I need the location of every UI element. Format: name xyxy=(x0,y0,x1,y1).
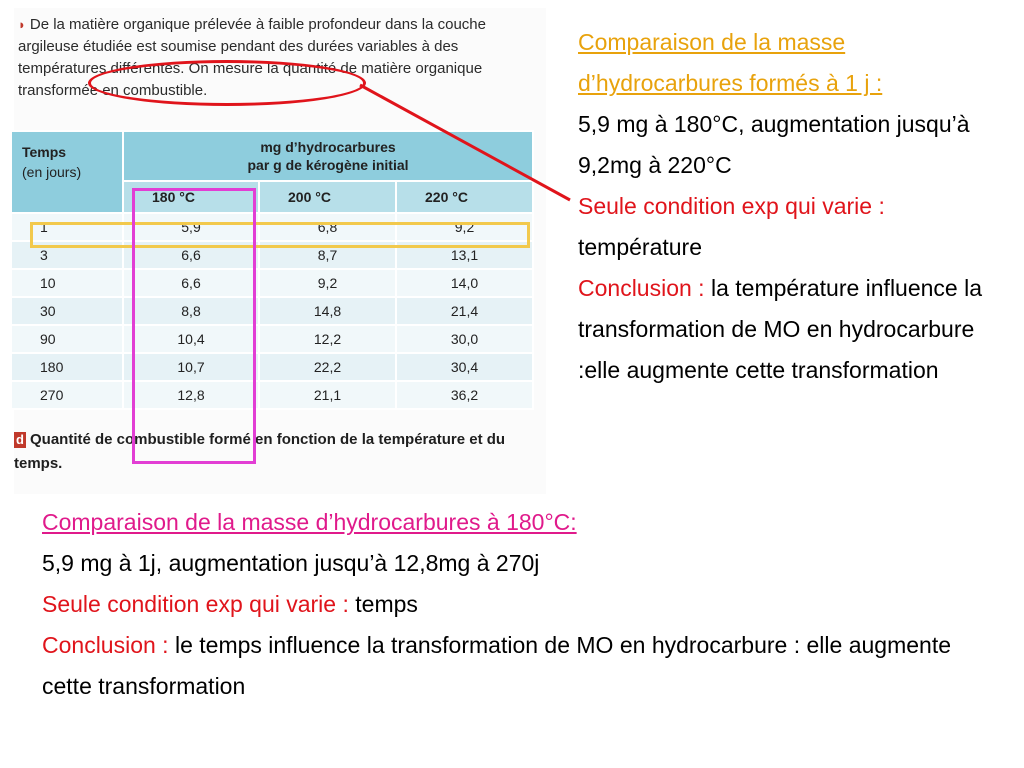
right-conclusion-value: la température influence la transformation de MO en hydrocarbure :elle augmente cette transformation xyxy=(578,275,983,383)
bottom-result: 5,9 mg à 1j, augmentation jusqu’à 12,8mg à 270j xyxy=(42,550,540,576)
cell-day: 10 xyxy=(11,269,123,297)
right-conclusion-label: Conclusion : xyxy=(578,275,705,301)
header-temp-200: 200 °C xyxy=(259,181,396,213)
cell-value: 6,6 xyxy=(123,241,259,269)
bottom-condition-value: temps xyxy=(355,591,418,617)
cell-value: 22,2 xyxy=(259,353,396,381)
right-condition-label: Seule condition exp qui varie : xyxy=(578,193,885,219)
cell-value: 14,8 xyxy=(259,297,396,325)
cell-day: 270 xyxy=(11,381,123,409)
caption-text: Quantité de combustible formé en fonction de la température et du temps. xyxy=(14,431,506,472)
bullet-icon: ◗ xyxy=(18,17,26,32)
right-title: Comparaison de la masse d’hydrocarbures formés à 1 j : xyxy=(578,29,883,96)
cell-value: 12,2 xyxy=(259,325,396,353)
cell-day: 30 xyxy=(11,297,123,325)
right-condition-value: température xyxy=(578,234,703,260)
cell-value: 30,0 xyxy=(396,325,533,353)
cell-value: 9,2 xyxy=(259,269,396,297)
cell-value: 9,2 xyxy=(396,213,533,241)
bottom-explanation xyxy=(42,502,1002,707)
cell-day: 3 xyxy=(11,241,123,269)
header-time-unit: (en jours) xyxy=(22,164,82,180)
cell-day: 180 xyxy=(11,353,123,381)
cell-value: 14,0 xyxy=(396,269,533,297)
cell-value: 8,7 xyxy=(259,241,396,269)
header-temp-220: 220 °C xyxy=(396,181,533,213)
cell-value: 6,8 xyxy=(259,213,396,241)
bottom-condition-label: Seule condition exp qui varie : xyxy=(42,591,349,617)
right-result: 5,9 mg à 180°C, augmentation jusqu’à 9,2mg à 220°C xyxy=(578,111,970,178)
cell-value: 10,4 xyxy=(123,325,259,353)
header-hydrocarbon-line1: mg d’hydrocarbures xyxy=(260,139,396,155)
cell-value: 12,8 xyxy=(123,381,259,409)
cell-day: 1 xyxy=(11,213,123,241)
cell-value: 21,4 xyxy=(396,297,533,325)
cell-value: 8,8 xyxy=(123,297,259,325)
header-temp-180: 180 °C xyxy=(123,181,259,213)
cell-value: 5,9 xyxy=(123,213,259,241)
cell-value: 10,7 xyxy=(123,353,259,381)
cell-value: 13,1 xyxy=(396,241,533,269)
cell-value: 21,1 xyxy=(259,381,396,409)
intro-text: De la matière organique prélevée à faible profondeur dans la couche argileuse étudiée est soumise pendant des durées variables à des températures différentes. On mesure la quantité de matière organique transformée en combustible. xyxy=(18,16,486,99)
caption-letter: d xyxy=(14,432,26,448)
cell-value: 6,6 xyxy=(123,269,259,297)
bottom-conclusion-value: le temps influence la transformation de MO en hydrocarbure : elle augmente cette transformation xyxy=(42,632,951,699)
cell-day: 90 xyxy=(11,325,123,353)
bottom-title: Comparaison de la masse d’hydrocarbures à 180°C: xyxy=(42,509,577,535)
cell-value: 30,4 xyxy=(396,353,533,381)
right-explanation xyxy=(578,22,1008,391)
header-hydrocarbon-line2: par g de kérogène initial xyxy=(247,157,409,173)
header-time-label: Temps xyxy=(22,144,67,160)
cell-value: 36,2 xyxy=(396,381,533,409)
bottom-conclusion-label: Conclusion : xyxy=(42,632,169,658)
connector-segment xyxy=(360,85,570,200)
